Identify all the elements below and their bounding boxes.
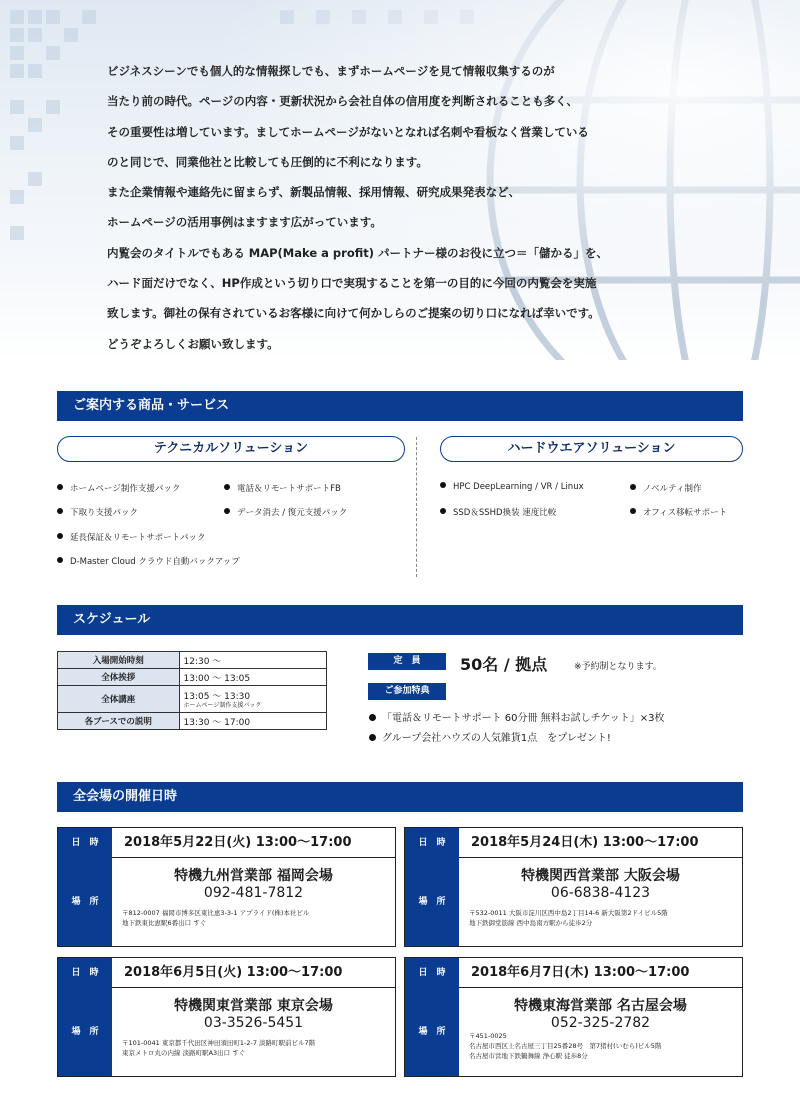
intro-line: どうぞよろしくお願い致します。 [107, 336, 279, 351]
venue-address: 〒451-0025 名古屋市西区上名古屋三丁目25番28号 第7猪村(いむら)ビル5階 名古屋市営地下鉄鶴舞線 浄心駅 徒歩8分 [469, 1032, 662, 1060]
venue-phone: 052-325-2782 [550, 1015, 651, 1031]
venue-card-nagoya [404, 957, 743, 1077]
venue-name: 特機九州営業部 福岡会場 [174, 868, 333, 884]
date-label: 日 時 [58, 828, 112, 858]
intro-line: ハード面だけでなく、HP作成という切り口で実現することを第一の目的に今回の内覧会を実施 [107, 276, 597, 291]
capacity-note: ※予約制となります。 [574, 662, 662, 672]
schedule-table [57, 651, 327, 730]
schedule-time: 13:00 ～ 13:05 [179, 669, 326, 686]
capacity-tag: 定 員 [368, 653, 446, 670]
schedule-time: 12:30 ～ [179, 652, 326, 669]
venue-phone: 06-6838-4123 [550, 885, 651, 901]
benefit-tag: ご参加特典 [368, 683, 446, 700]
place-label: 場 所 [58, 858, 112, 946]
hero-banner [0, 0, 800, 360]
list-item: データ消去 / 復元支援パック [224, 506, 347, 518]
venues-section-title: 全会場の開催日時 [57, 782, 743, 812]
list-item: D-Master Cloud クラウド自動バックアップ [57, 555, 240, 567]
list-item: SSD＆SSHD換装 速度比較 [440, 506, 556, 518]
bullet-icon [440, 508, 446, 514]
bullet-icon [224, 508, 230, 514]
intro-line: のと同じで、同業他社と比較しても圧倒的に不利になります。 [107, 154, 428, 169]
benefit-item: 「電話＆リモートサポート 60分冊 無料お試しチケット」×3枚 [369, 709, 665, 724]
table-row [58, 686, 327, 713]
venue-phone: 03-3526-5451 [203, 1015, 304, 1031]
list-item: ノベルティ制作 [630, 482, 701, 494]
venue-card-fukuoka [57, 827, 396, 947]
bullet-icon [369, 734, 376, 741]
schedule-label: 全体挨拶 [58, 669, 180, 686]
venue-name: 特機関西営業部 大阪会場 [521, 868, 680, 884]
place-label: 場 所 [58, 988, 112, 1076]
venue-address: 〒812-0007 福岡市博多区東比恵3-3-1 アプライド(株)本社ビル 地下鉄東比恵駅6番出口 すぐ [122, 909, 310, 927]
venue-date: 2018年5月24日(木) 13:00～17:00 [471, 835, 699, 850]
bullet-icon [57, 508, 63, 514]
list-item: 電話＆リモートサポートFB [224, 482, 341, 494]
place-label: 場 所 [405, 858, 459, 946]
table-row [58, 652, 327, 669]
intro-line: 当たり前の時代。ページの内容・更新状況から会社自体の信用度を判断されることも多く、 [107, 94, 579, 109]
venue-date: 2018年6月5日(火) 13:00～17:00 [124, 965, 343, 980]
bullet-icon [224, 484, 230, 490]
schedule-label: 全体講座 [58, 686, 180, 713]
venue-card-osaka [404, 827, 743, 947]
bullet-icon [440, 482, 446, 488]
date-label: 日 時 [405, 958, 459, 988]
venue-name: 特機東海営業部 名古屋会場 [514, 998, 687, 1014]
list-item: オフィス移転サポート [630, 506, 727, 518]
list-item: 延長保証＆リモートサポートパック [57, 531, 206, 543]
venue-date: 2018年5月22日(火) 13:00～17:00 [124, 835, 352, 850]
capacity-value: 50名 / 拠点 [460, 655, 548, 674]
schedule-time: 13:30 ～ 17:00 [179, 713, 326, 730]
schedule-time: 13:05 ～ 13:30 [183, 691, 251, 702]
schedule-section-title: スケジュール [57, 605, 743, 635]
place-label: 場 所 [405, 988, 459, 1076]
intro-line: ビジネスシーンでも個人的な情報探しでも、まずホームページを見て情報収集するのが [107, 64, 555, 78]
venue-phone: 092-481-7812 [203, 885, 304, 901]
list-item: ホームページ制作支援パック [57, 482, 180, 494]
venue-address: 〒101-0041 東京都千代田区神田須田町1-2-7 淡路町駅前ビル7階 東京メトロ丸の内線 淡路町駅A3出口 すぐ [122, 1039, 316, 1057]
schedule-sub: ホームページ制作支援パック [183, 701, 262, 709]
venue-date: 2018年6月7日(木) 13:00～17:00 [471, 965, 690, 980]
intro-line: また企業情報や連絡先に留まらず、新製品情報、採用情報、研究成果発表など、 [107, 185, 521, 200]
benefit-item: グループ会社ハウズの人気雑貨1点 をプレゼント! [369, 729, 611, 744]
intro-line: その重要性は増しています。ましてホームページがないとなれば名刺や看板なく営業している [107, 124, 589, 139]
date-label: 日 時 [405, 828, 459, 858]
column-divider [416, 437, 417, 577]
technical-solution-label: テクニカルソリューション [57, 436, 405, 462]
products-section-title: ご案内する商品・サービス [57, 391, 743, 421]
intro-text [107, 56, 707, 359]
date-label: 日 時 [58, 958, 112, 988]
venue-card-tokyo [57, 957, 396, 1077]
bullet-icon [630, 484, 636, 490]
venue-address: 〒532-0011 大阪市淀川区西中島2丁目14-6 新大阪第2ドイビル5階 地下鉄御堂筋線 西中島南方駅から徒歩2分 [469, 909, 668, 927]
table-row [58, 713, 327, 730]
list-item: HPC DeepLearning / VR / Linux [440, 482, 584, 492]
bullet-icon [57, 557, 63, 563]
bullet-icon [630, 508, 636, 514]
list-item: 下取り支援パック [57, 506, 138, 518]
schedule-label: 入場開始時刻 [58, 652, 180, 669]
intro-line: 内覧会のタイトルでもある MAP(Make a profit) パートナー様のお役に立つ＝「儲かる」を、 [107, 245, 608, 260]
intro-line: 致します。御社の保有されているお客様に向けて何かしらのご提案の切り口になれば幸いです。 [107, 306, 600, 321]
bullet-icon [369, 714, 376, 721]
bullet-icon [57, 484, 63, 490]
venue-name: 特機関東営業部 東京会場 [174, 998, 333, 1014]
bullet-icon [57, 533, 63, 539]
hardware-solution-label: ハードウエアソリューション [440, 436, 743, 462]
schedule-label: 各ブースでの説明 [58, 713, 180, 730]
table-row [58, 669, 327, 686]
intro-line: ホームページの活用事例はますます広がっています。 [107, 215, 382, 230]
